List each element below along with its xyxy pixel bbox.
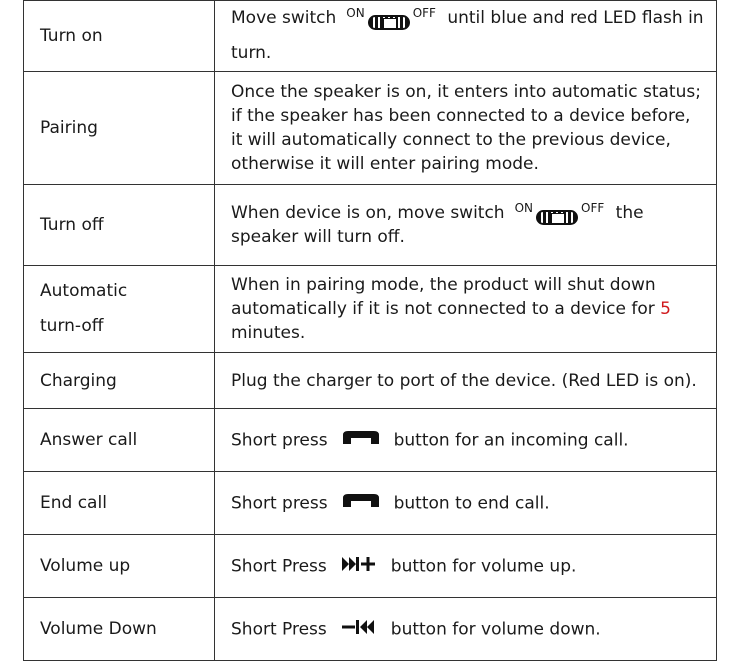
next-volume-up-icon [341, 555, 377, 578]
function-description [215, 266, 717, 353]
table-row [24, 535, 717, 598]
function-description [215, 1, 717, 72]
description-text: When device is on, move switch [231, 203, 505, 223]
phone-button-icon [342, 493, 380, 514]
function-name: Pairing [24, 72, 215, 185]
function-description: Plug the charger to port of the device. (Red LED is on). [215, 353, 717, 409]
table-row [24, 598, 717, 661]
description-text: Short press [231, 493, 328, 513]
function-description [215, 472, 717, 535]
function-name: Volume up [24, 535, 215, 598]
description-text: button for an incoming call. [393, 430, 629, 450]
function-name-line: Automatic [40, 281, 128, 301]
switch-knob [536, 210, 578, 225]
instructions-table [23, 0, 717, 661]
table-row [24, 409, 717, 472]
description-text: Short Press [231, 619, 327, 639]
table-row [24, 266, 717, 353]
function-name: Turn on [24, 1, 215, 72]
function-name: Volume Down [24, 598, 215, 661]
function-name: End call [24, 472, 215, 535]
function-name: Answer call [24, 409, 215, 472]
switch-on-label: ON [346, 6, 365, 20]
table-row [24, 472, 717, 535]
description-text: the speaker will turn off. [231, 203, 644, 247]
function-name: Turn off [24, 185, 215, 266]
function-description [215, 409, 717, 472]
slide-switch-icon [346, 6, 436, 30]
description-text: minutes. [231, 323, 306, 343]
function-description [215, 185, 717, 266]
slide-switch-icon [514, 201, 605, 225]
description-text: button for volume up. [390, 556, 577, 576]
description-text: button to end call. [393, 493, 550, 513]
table-row [24, 72, 717, 185]
function-name-line: turn-off [40, 316, 104, 336]
minutes-value: 5 [660, 299, 671, 319]
table-row [24, 353, 717, 409]
switch-knob [368, 15, 410, 30]
previous-volume-down-icon [341, 618, 377, 641]
description-text: Short Press [231, 556, 327, 576]
function-description [215, 535, 717, 598]
switch-off-label: OFF [412, 6, 436, 20]
switch-off-label: OFF [581, 201, 605, 215]
description-text: Short press [231, 430, 328, 450]
function-description: Once the speaker is on, it enters into automatic status; if the speaker has been connected to a device before, it will automatically connect to the previous device, otherwise it will enter pairing mode. [215, 72, 717, 185]
description-text: Move switch [231, 8, 337, 28]
description-text: until blue and red LED flash in turn. [231, 8, 704, 63]
function-name: Charging [24, 353, 215, 409]
table-row [24, 185, 717, 266]
description-text: button for volume down. [390, 619, 601, 639]
description-text: When in pairing mode, the product will shut down automatically if it is not connected to a device for [231, 275, 656, 319]
phone-button-icon [342, 430, 380, 451]
switch-on-label: ON [514, 201, 534, 215]
function-name [24, 266, 215, 353]
table-row [24, 1, 717, 72]
function-description [215, 598, 717, 661]
